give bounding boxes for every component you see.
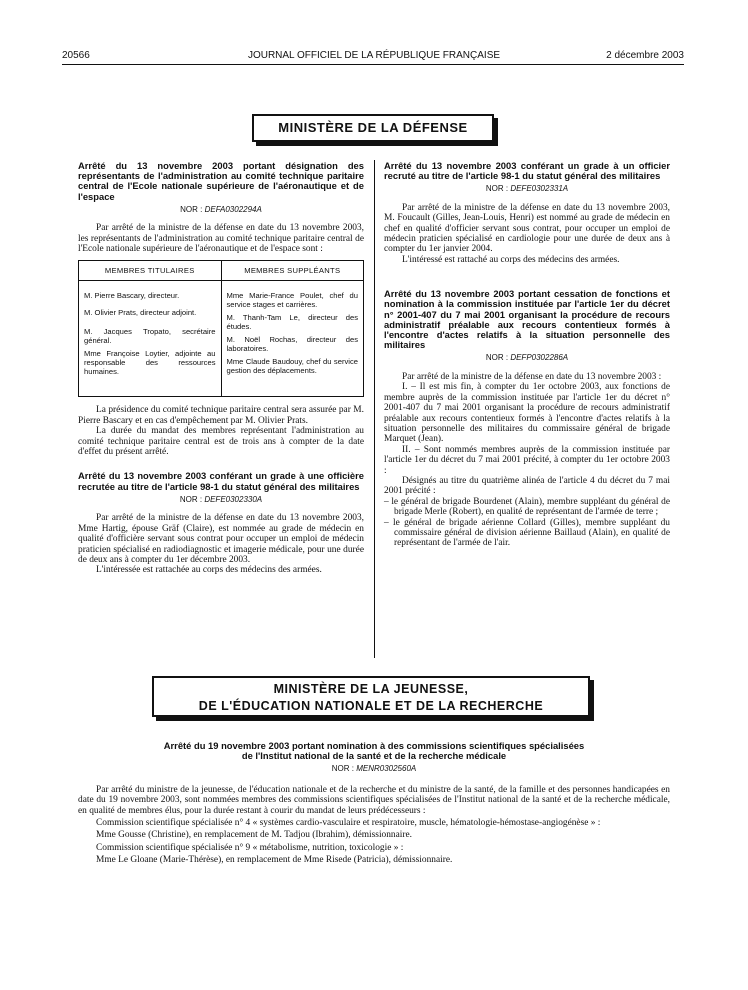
article-paragraph: Commission scientifique spécialisée n° 4 « systèmes cardio-vasculaire et respiratoire, muscle, hématologie-hémostase-angiogénèse » : (96, 818, 601, 829)
dash-item: – le général de brigade aérienne Collard (Gilles), membre suppléant du commissaire général de division aérienne Baillaud (Alain), en qualité de représentant de l'armée de l'air. (384, 517, 670, 549)
nor-code: DEFA0302294A (204, 204, 262, 214)
ministry-education-line1: MINISTÈRE DE LA JEUNESSE, (273, 682, 469, 696)
nor-reference (384, 184, 670, 194)
ministry-education-line2: DE L'ÉDUCATION NATIONALE ET DE LA RECHERCHE (198, 699, 544, 713)
nor-reference (78, 205, 364, 215)
ministry-defense-box (252, 114, 494, 142)
suppleant-item: M. Noël Rochas, directeur des laboratoires. (226, 335, 358, 354)
suppleant-item: M. Thanh-Tam Le, directeur des études. (226, 313, 358, 332)
article-paragraph: L'intéressée est rattachée au corps des médecins des armées. (96, 565, 322, 576)
nor-reference (384, 353, 670, 363)
header-rule (62, 64, 684, 65)
article-title: Arrêté du 13 novembre 2003 conférant un grade à une officière recrutée au titre de l'article 98-1 du statut général des militaires (78, 470, 364, 492)
suppleant-item: Mme Marie-France Poulet, chef du service stages et carrières. (226, 291, 358, 310)
nor-code: DEFP0302286A (510, 353, 569, 363)
article-title-line2: de l'Institut national de la santé et de la recherche médicale (241, 750, 507, 762)
article-paragraph: Commission scientifique spécialisée n° 9 « métabolisme, nutrition, toxicologie » : (96, 842, 404, 853)
nor-reference (78, 764, 670, 774)
dash-item: – le général de brigade Bourdenet (Alain), membre suppléant du général de brigade Merle (Robert), en qualité de représentant de l'armée de terre ; (384, 496, 670, 518)
article-title: Arrêté du 13 novembre 2003 portant désignation des représentants de l'administration au comité technique paritaire central de l'Ecole nationale supérieure de l'aéronautique et de l'espace (78, 160, 364, 202)
nor-label: NOR : (180, 204, 203, 214)
titulaire-item: M. Jacques Tropato, secrétaire général. (84, 327, 216, 346)
article-paragraph: Mme Gousse (Christine), en remplacement de M. Tadjou (Ibrahim), démissionnaire. (96, 830, 413, 841)
titulaire-item: M. Pierre Bascary, directeur. (84, 291, 180, 301)
titulaire-item: Mme Françoise Loytier, adjointe au responsable des ressources humaines. (84, 349, 216, 377)
article-paragraph: La durée du mandat des membres représentant l'administration au comité technique paritaire central est de trois ans à compter de la date d'effet du présent arrêté. (78, 426, 364, 458)
column-divider (374, 160, 375, 658)
nor-label: NOR : (485, 184, 509, 194)
article-title: Arrêté du 13 novembre 2003 portant cessation de fonctions et nomination à la commission instituée par l'article 1er du décret n° 2001-407 du 7 mai 2001 organisant la procédure de recours administratif préalable aux recours contentieux formés à l'encontre d'actes relatifs à la situation personnelle des militaires (384, 288, 670, 351)
nor-label: NOR : (331, 764, 354, 774)
titulaires-cell (79, 281, 222, 397)
journal-title: JOURNAL OFFICIEL DE LA RÉPUBLIQUE FRANÇAISE (247, 50, 501, 61)
nor-code: DEFE0302331A (510, 184, 569, 194)
left-column (78, 161, 364, 576)
suppleants-cell (221, 281, 364, 397)
nor-code: MENR0302560A (356, 764, 417, 774)
article-paragraph: Par arrêté de la ministre de la défense en date du 13 novembre 2003, les représentants de l'administration au comité technique paritaire central de l'Ecole nationale supérieure de l'aéronautique et de l'espace sont : (78, 223, 364, 255)
right-column (384, 161, 670, 549)
table-header-titulaires: MEMBRES TITULAIRES (79, 261, 222, 281)
article-title-line1: Arrêté du 19 novembre 2003 portant nomination à des commissions scientifiques spécialisées (163, 740, 585, 751)
nor-reference (78, 495, 364, 505)
article-paragraph: Par arrêté de la ministre de la défense en date du 13 novembre 2003, M. Foucault (Gilles, Jean-Louis, Henri) est nommé au grade de médecin en chef en qualité d'officier servant sous contrat, pour occuper un emploi de médecin praticien spécialisé en cardiologie pour une durée de deux ans à compter du 1er janvier 2004. (384, 202, 670, 255)
article-paragraph: Par arrêté du ministre de la jeunesse, de l'éducation nationale et de la recherche et du ministre de la santé, de la famille et des personnes handicapées en date du 19 novembre 2003, sont nommées membres des commissions scientifiques spécialisées de l'Institut national de la santé et de la recherche médicale, en qualité de membres élus, pour la durée restant à courir du mandat de leurs prédécesseurs : (78, 784, 670, 816)
ministry-education-box (152, 676, 590, 717)
article-title (78, 741, 670, 761)
article-paragraph: Désignés au titre du quatrième alinéa de l'article 4 du décret du 7 mai 2001 précité : (384, 475, 670, 497)
nor-code: DEFE0302330A (204, 494, 263, 504)
bottom-article (78, 741, 670, 866)
article-paragraph: La présidence du comité technique paritaire central sera assurée par M. Pierre Bascary et en cas d'empêchement par M. Olivier Prats. (78, 405, 364, 426)
nor-label: NOR : (485, 353, 509, 363)
issue-date: 2 décembre 2003 (606, 50, 684, 61)
article-paragraph: Mme Le Gloane (Marie-Thérèse), en remplacement de Mme Risede (Patricia), démissionnaire. (96, 855, 453, 866)
article-paragraph: Par arrêté de la ministre de la défense en date du 13 novembre 2003 : (402, 371, 662, 382)
table-header-suppleants: MEMBRES SUPPLÉANTS (221, 261, 364, 281)
article-title: Arrêté du 13 novembre 2003 conférant un grade à un officier recruté au titre de l'article 98-1 du statut général des militaires (384, 160, 670, 182)
page-number: 20566 (62, 50, 90, 61)
titulaire-item: M. Olivier Prats, directeur adjoint. (84, 308, 197, 318)
article-paragraph: L'intéressé est rattaché au corps des médecins des armées. (402, 254, 620, 265)
members-table (78, 260, 364, 397)
ministry-defense-title: MINISTÈRE DE LA DÉFENSE (278, 120, 468, 135)
article-paragraph: I. – Il est mis fin, à compter du 1er octobre 2003, aux fonctions de membre auprès de la commission instituée par l'article 1er du décret n° 2001-407 du 7 mai 2001 organisant la procédure de recours administratif préalable aux recours contentieux formés à l'encontre d'actes relatifs à la situation personnelle des militaires du commissaire général de brigade Marquet (Jean). (384, 382, 670, 445)
nor-label: NOR : (179, 494, 203, 504)
article-paragraph: Par arrêté de la ministre de la défense en date du 13 novembre 2003, Mme Hartig, épouse Gräf (Claire), est nommée au grade de médecin en qualité d'officière servant sous contrat pour occuper un emploi de médecin praticien spécialisé en radiodiagnostic et imagerie médicale, pour une durée de deux ans à compter du 1er décembre 2003. (78, 513, 364, 565)
suppleant-item: Mme Claude Baudouy, chef du service gestion des déplacements. (226, 357, 358, 376)
article-paragraph: II. – Sont nommés membres auprès de la commission instituée par l'article 1er du décret du 7 mai 2001 précité, à compter du 1er octobre 2003 : (384, 444, 670, 476)
